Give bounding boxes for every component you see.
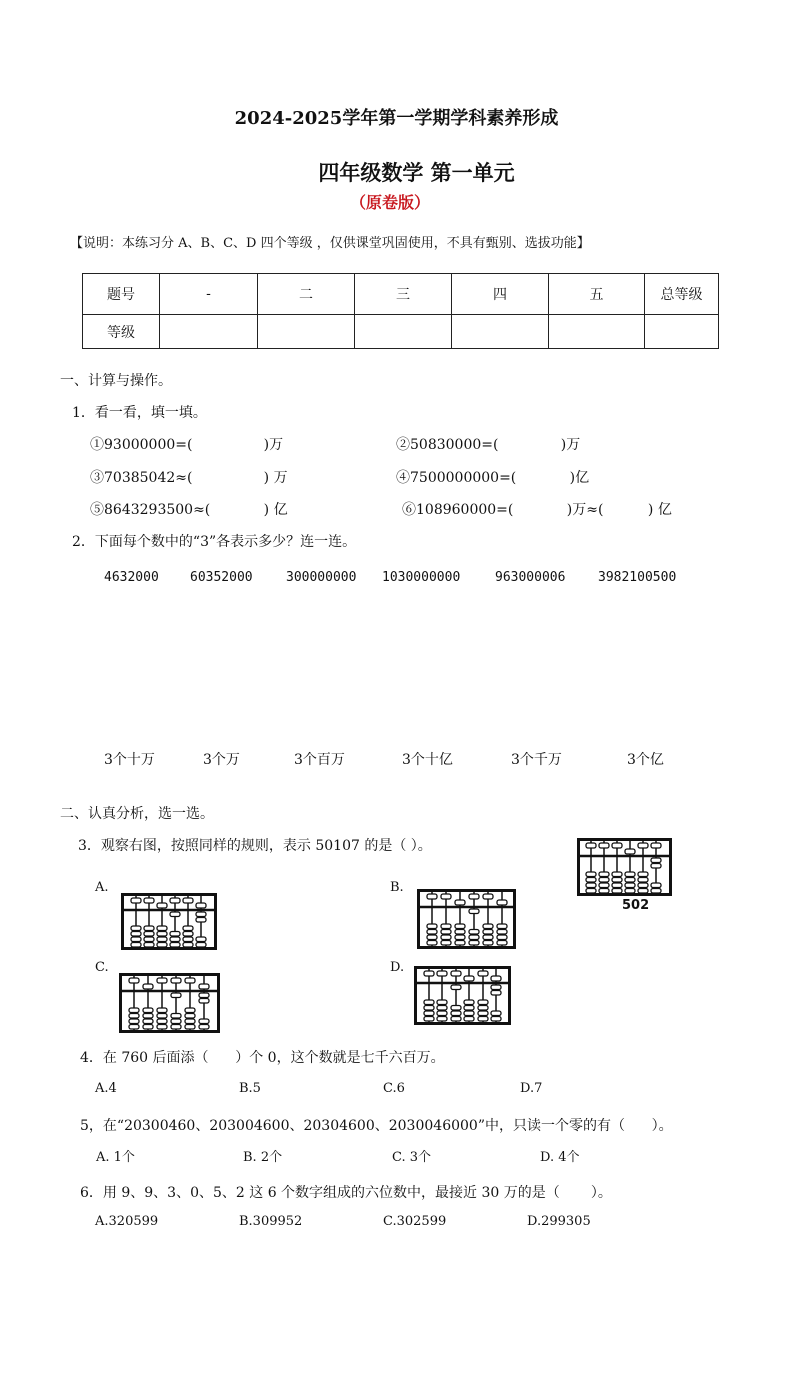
grade-cell[interactable] — [645, 315, 719, 349]
instructions-note: 【说明：本练习分 A、B、C、D 四个等级 ，仅供课堂巩固使用，不具有甄别、选拔功能】 — [70, 236, 590, 251]
q2-number[interactable]: 963000006 — [495, 570, 566, 585]
q5-option-d[interactable]: D. 4个 — [540, 1150, 580, 1165]
q2-stem: 2．下面每个数中的“3”各表示多少？连一连。 — [72, 534, 357, 550]
q2-number[interactable]: 4632000 — [104, 570, 159, 585]
q1-item: ⑥108960000=( )万≈( ) 亿 — [402, 502, 672, 518]
section2-title: 二、认真分析，选一选。 — [60, 806, 214, 822]
grade-cell[interactable] — [452, 315, 549, 349]
grade-cell[interactable] — [160, 315, 258, 349]
abacus-option-a[interactable] — [121, 893, 217, 950]
q5-option-c[interactable]: C. 3个 — [392, 1150, 432, 1165]
q6-stem: 6．用 9、9、3、0、5、2 这 6 个数字组成的六位数中，最接近 30 万的是（ ）。 — [80, 1185, 612, 1201]
q4-option-d[interactable]: D.7 — [520, 1081, 543, 1096]
q4-option-c[interactable]: C.6 — [383, 1081, 405, 1096]
q3-stem: 3．观察右图，按照同样的规则，表示 50107 的是（ ）。 — [78, 838, 432, 854]
abacus-reference-502 — [577, 838, 672, 896]
q5-option-a[interactable]: A. 1个 — [96, 1150, 135, 1165]
table-header-cell: 题号 — [83, 274, 160, 315]
q2-number[interactable]: 3982100500 — [598, 570, 677, 585]
q4-option-b[interactable]: B.5 — [239, 1081, 261, 1096]
q2-number[interactable]: 60352000 — [190, 570, 253, 585]
q2-number[interactable]: 300000000 — [286, 570, 357, 585]
q1-item: ②50830000=( )万 — [396, 437, 581, 453]
table-header-cell: - — [160, 274, 258, 315]
table-header-cell: 五 — [549, 274, 645, 315]
table-header-cell: 总等级 — [645, 274, 719, 315]
q1-item: ⑤8643293500≈( ) 亿 — [90, 502, 288, 518]
q6-option-c[interactable]: C.302599 — [383, 1214, 447, 1229]
q1-item: ①93000000=( )万 — [90, 437, 284, 453]
q2-answer[interactable]: 3个十万 — [104, 752, 155, 768]
q5-option-b[interactable]: B. 2个 — [243, 1150, 283, 1165]
q1-item: ③70385042≈( ) 万 — [90, 470, 288, 486]
q3-option-b[interactable]: B. — [390, 880, 404, 895]
table-row-label: 等级 — [83, 315, 160, 349]
table-header-cell: 四 — [452, 274, 549, 315]
q1-item: ④7500000000=( )亿 — [396, 470, 590, 486]
q6-option-d[interactable]: D.299305 — [527, 1214, 591, 1229]
q2-answer[interactable]: 3个百万 — [294, 752, 345, 768]
abacus-option-d[interactable] — [414, 966, 511, 1025]
grade-cell[interactable] — [355, 315, 452, 349]
q4-stem: 4．在 760 后面添（ ）个 0，这个数就是七千六百万。 — [80, 1050, 445, 1066]
q6-option-b[interactable]: B.309952 — [239, 1214, 303, 1229]
q5-stem: 5，在“20300460、203004600、20304600、2030046000”中，只读一个零的有（ ）。 — [80, 1118, 673, 1134]
q2-answer[interactable]: 3个万 — [203, 752, 240, 768]
table-header-cell: 三 — [355, 274, 452, 315]
abacus-option-c[interactable] — [119, 973, 220, 1033]
q4-option-a[interactable]: A.4 — [95, 1081, 117, 1096]
grade-table — [82, 273, 719, 349]
reference-caption: 502 — [622, 898, 650, 913]
grade-cell[interactable] — [258, 315, 355, 349]
abacus-option-b[interactable] — [417, 889, 516, 949]
section1-title: 一、计算与操作。 — [60, 373, 172, 389]
q2-answer[interactable]: 3个十亿 — [402, 752, 453, 768]
grade-cell[interactable] — [549, 315, 645, 349]
paper-subtitle: 四年级数学 第一单元 — [318, 160, 515, 185]
q2-number[interactable]: 1030000000 — [382, 570, 461, 585]
q2-answer[interactable]: 3个千万 — [511, 752, 562, 768]
q3-option-d[interactable]: D. — [390, 960, 405, 975]
paper-title: 2024-2025学年第一学期学科素养形成 — [234, 108, 559, 129]
version-label: （原卷版） — [349, 193, 430, 212]
q3-option-a[interactable]: A. — [95, 880, 109, 895]
q6-option-a[interactable]: A.320599 — [95, 1214, 159, 1229]
q1-stem: 1．看一看，填一填。 — [72, 405, 207, 421]
table-header-cell: 二 — [258, 274, 355, 315]
q2-answer[interactable]: 3个亿 — [627, 752, 664, 768]
q3-option-c[interactable]: C. — [95, 960, 109, 975]
